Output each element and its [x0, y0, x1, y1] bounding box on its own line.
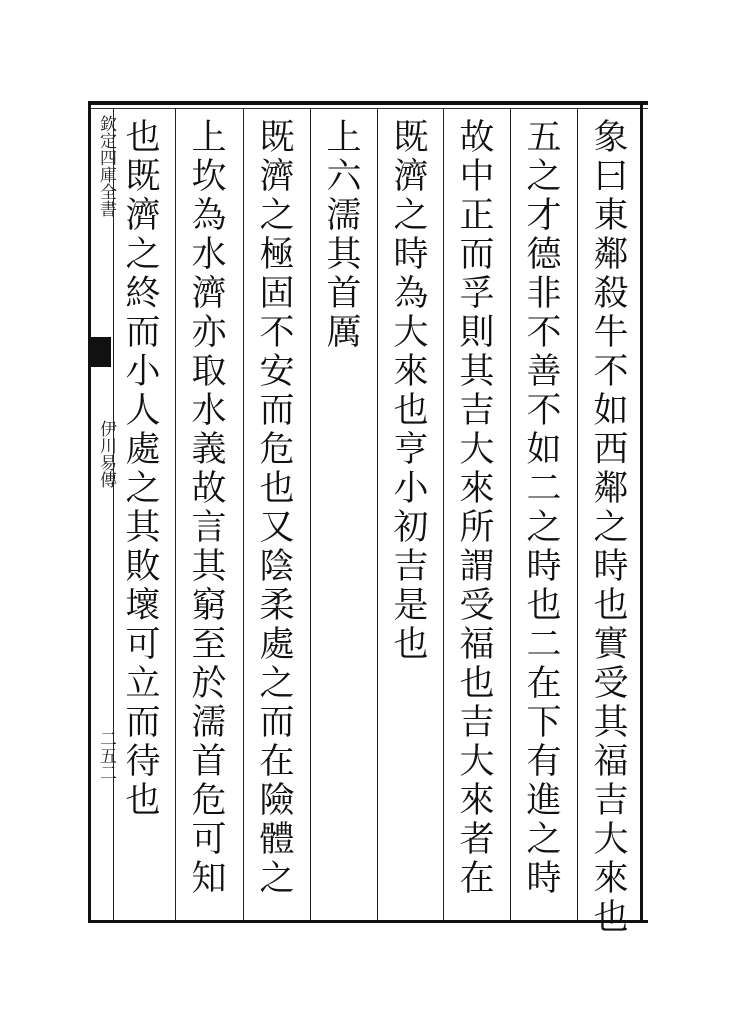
text-column-2: 五之才德非不善不如二之時也二在下有進之時	[521, 118, 561, 898]
column-rule	[310, 108, 311, 920]
frame-left-border	[88, 101, 91, 923]
column-rule	[510, 108, 511, 920]
column-rule	[113, 108, 114, 920]
margin-book-title: 伊川易傳	[96, 420, 116, 488]
frame-right-border	[640, 101, 643, 923]
text-column-3: 故中正而孚則其吉大來所謂受福也吉大來者在	[454, 118, 494, 898]
frame-inner-border	[88, 108, 648, 109]
text-column-7: 上坎為水濟亦取水義故言其窮至於濡首危可知	[186, 118, 226, 898]
margin-series-title: 欽定四庫全書	[96, 115, 116, 217]
text-column-8: 也既濟之終而小人處之其敗壞可立而待也	[120, 118, 160, 820]
margin-page-number: 二五二	[96, 730, 116, 781]
frame-top-border	[88, 101, 648, 105]
column-rule	[175, 108, 176, 920]
column-rule	[577, 108, 578, 920]
frame-bottom-border	[88, 920, 648, 923]
text-column-1: 象曰東鄰殺牛不如西鄰之時也實受其福吉大來也	[588, 118, 628, 937]
column-rule	[243, 108, 244, 920]
column-rule	[443, 108, 444, 920]
text-column-6: 既濟之極固不安而危也又陰柔處之而在險體之	[254, 118, 294, 898]
text-column-4: 既濟之時為大來也亨小初吉是也	[388, 118, 428, 664]
text-column-5: 上六濡其首厲	[321, 118, 361, 352]
margin-fishtail-mark	[91, 337, 111, 367]
column-rule	[377, 108, 378, 920]
